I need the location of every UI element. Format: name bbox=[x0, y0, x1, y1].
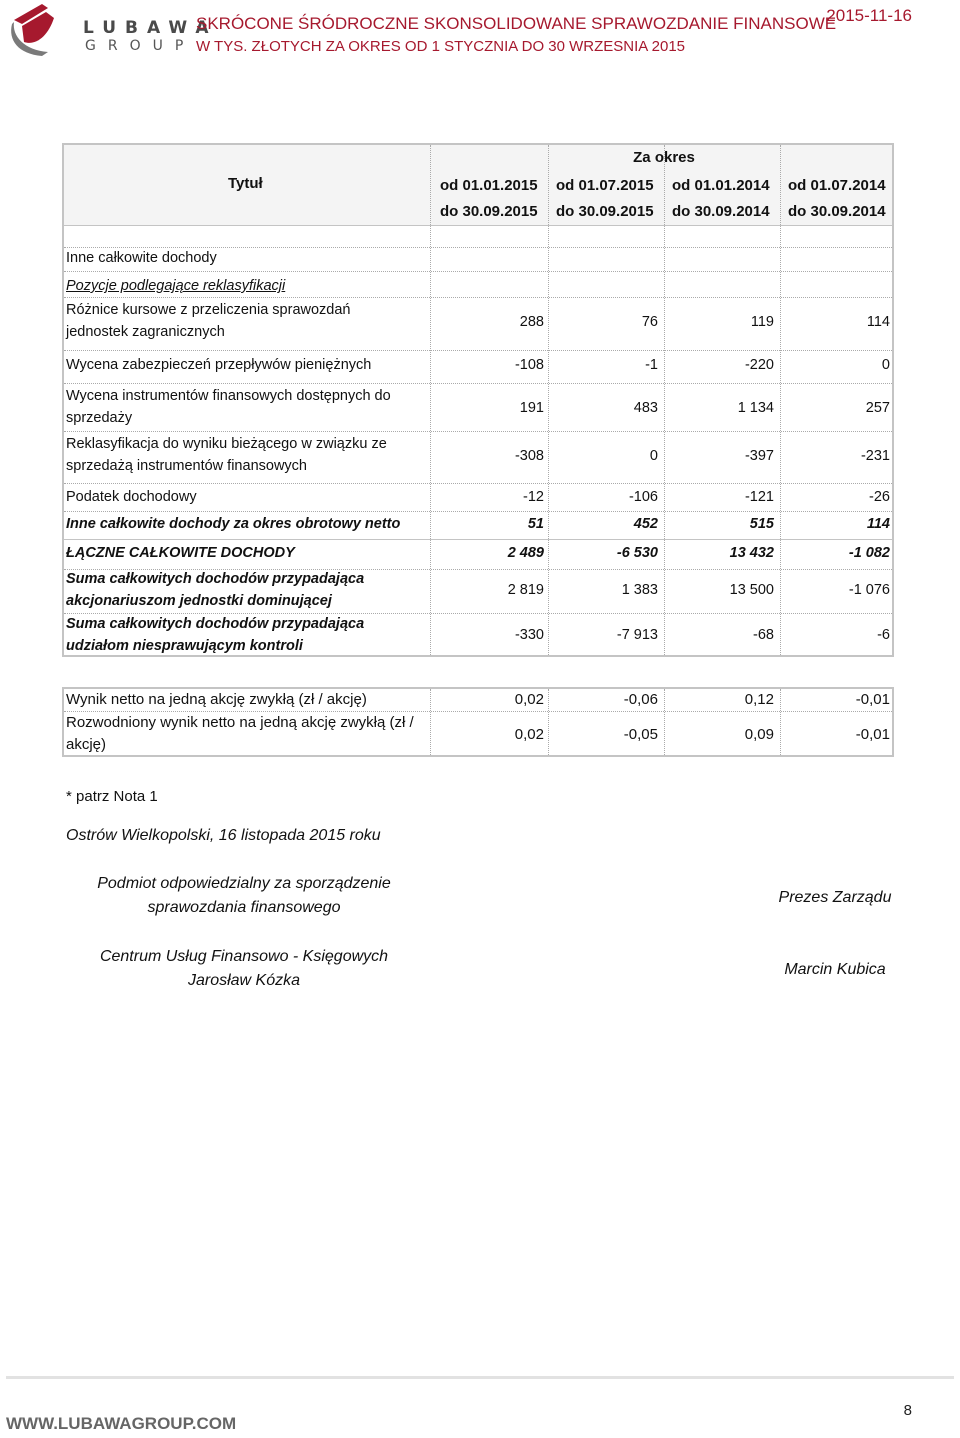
column-divider bbox=[430, 145, 431, 655]
period-header: Za okres bbox=[633, 149, 695, 166]
row-label: Wycena zabezpieczeń przepływów pieniężnych bbox=[66, 357, 372, 373]
table-cell: -0,01 bbox=[855, 726, 890, 743]
table-cell: 0,09 bbox=[744, 726, 774, 743]
table-cell: 0,02 bbox=[514, 691, 544, 708]
table-cell: 483 bbox=[633, 400, 658, 416]
row-divider bbox=[64, 483, 892, 484]
table-cell: 2 819 bbox=[507, 582, 544, 598]
table-cell: 257 bbox=[865, 400, 890, 416]
column-divider bbox=[548, 689, 549, 755]
table-cell: 288 bbox=[519, 314, 544, 330]
report-subtitle: W TYS. ZŁOTYCH ZA OKRES OD 1 STYCZNIA DO 30 WRZESNIA 2015 bbox=[196, 38, 686, 55]
column-divider bbox=[664, 145, 665, 655]
column-divider bbox=[430, 689, 431, 755]
period-1-from: od 01.01.2015 bbox=[440, 177, 538, 194]
period-1-to: do 30.09.2015 bbox=[440, 203, 538, 220]
table-cell: -1 082 bbox=[848, 545, 890, 561]
table-cell: 114 bbox=[866, 314, 890, 330]
table-cell: 2 489 bbox=[507, 545, 544, 561]
table-cell: 0,12 bbox=[744, 691, 774, 708]
table-cell: -308 bbox=[514, 448, 544, 464]
row-label: Rozwodniony wynik netto na jedną akcję zwykłą (zł / akcję) bbox=[66, 714, 414, 753]
row-divider bbox=[64, 271, 892, 272]
row-label: Wycena instrumentów finansowych dostępnych do sprzedaży bbox=[66, 388, 391, 426]
period-4-to: do 30.09.2014 bbox=[788, 203, 886, 220]
row-label: Inne całkowite dochody za okres obrotowy netto bbox=[66, 516, 401, 532]
table-cell: -6 530 bbox=[616, 545, 658, 561]
period-2-to: do 30.09.2015 bbox=[556, 203, 654, 220]
table-cell: 76 bbox=[641, 314, 658, 330]
row-divider bbox=[64, 350, 892, 351]
table-cell: -26 bbox=[869, 489, 890, 505]
signature-left-role bbox=[74, 872, 414, 920]
table-cell: 13 500 bbox=[729, 582, 774, 598]
row-label: Pozycje podlegające reklasyfikacji bbox=[66, 278, 286, 294]
row-label: Suma całkowitych dochodów przypadająca udziałom niesprawującym kontroli bbox=[66, 616, 365, 654]
report-title: SKRÓCONE ŚRÓDROCZNE SKONSOLIDOWANE SPRAWOZDANIE FINANSOWE bbox=[196, 14, 837, 33]
row-divider bbox=[64, 383, 892, 384]
total-divider bbox=[64, 539, 892, 540]
table-cell: 452 bbox=[633, 516, 658, 532]
table-cell: 1 383 bbox=[621, 582, 658, 598]
table-cell: 515 bbox=[749, 516, 774, 532]
table-cell: -7 913 bbox=[616, 627, 658, 643]
signature-left-name-line2: Jarosław Kózka bbox=[187, 972, 301, 989]
table-cell: -1 bbox=[645, 357, 658, 373]
table-cell: 0 bbox=[649, 448, 658, 464]
page-number: 8 bbox=[903, 1402, 912, 1419]
table-cell: -121 bbox=[744, 489, 774, 505]
row-label: Inne całkowite dochody bbox=[66, 250, 217, 266]
table-cell: -106 bbox=[628, 489, 658, 505]
table-cell: -68 bbox=[753, 627, 774, 643]
comprehensive-income-table bbox=[62, 143, 894, 657]
row-label: Różnice kursowe z przeliczenia sprawozdań jednostek zagranicznych bbox=[66, 302, 351, 340]
earnings-per-share-table bbox=[62, 687, 894, 757]
logo-wordmark: LUBAWA bbox=[83, 18, 218, 38]
footer-divider bbox=[6, 1376, 954, 1379]
column-divider bbox=[664, 689, 665, 755]
signature-left-role-line2: sprawozdania finansowego bbox=[147, 899, 341, 916]
table-cell: 0,02 bbox=[514, 726, 544, 743]
period-4-from: od 01.07.2014 bbox=[788, 177, 886, 194]
column-divider bbox=[780, 689, 781, 755]
table-cell: -220 bbox=[744, 357, 774, 373]
signature-left-name-line1: Centrum Usług Finansowo - Księgowych bbox=[99, 948, 389, 965]
table-cell: 51 bbox=[527, 516, 544, 532]
place-date: Ostrów Wielkopolski, 16 listopada 2015 roku bbox=[66, 827, 381, 844]
report-date: 2015-11-16 bbox=[826, 6, 912, 25]
signature-left-name bbox=[74, 945, 414, 993]
footer-website-link[interactable]: WWW.LUBAWAGROUP.COM bbox=[6, 1414, 237, 1433]
row-label: Wynik netto na jedną akcję zwykłą (zł / akcję) bbox=[66, 691, 367, 708]
period-3-to: do 30.09.2014 bbox=[672, 203, 770, 220]
row-label: Podatek dochodowy bbox=[66, 489, 197, 505]
table-cell: -0,06 bbox=[623, 691, 658, 708]
table-cell: 191 bbox=[519, 400, 544, 416]
table-cell: -397 bbox=[744, 448, 774, 464]
table-cell: 0 bbox=[881, 357, 890, 373]
table-cell: -6 bbox=[877, 627, 890, 643]
row-label: Suma całkowitych dochodów przypadająca akcjonariuszom jednostki dominującej bbox=[66, 571, 365, 609]
table-cell: 119 bbox=[750, 314, 774, 330]
company-logo bbox=[8, 2, 218, 58]
signature-left-role-line1: Podmiot odpowiedzialny za sporządzenie bbox=[97, 875, 391, 892]
logo-mark-icon bbox=[8, 2, 70, 56]
table-cell: -231 bbox=[860, 448, 890, 464]
period-2-from: od 01.07.2015 bbox=[556, 177, 654, 194]
table-cell: -0,01 bbox=[855, 691, 890, 708]
column-divider bbox=[548, 145, 549, 655]
table-cell: -1 076 bbox=[848, 582, 890, 598]
title-column-header: Tytuł bbox=[228, 175, 263, 192]
table-cell: 114 bbox=[866, 516, 890, 532]
header-divider bbox=[64, 225, 892, 226]
logo-subtext: GROUP bbox=[85, 38, 196, 54]
table-cell: -330 bbox=[514, 627, 544, 643]
row-divider bbox=[64, 511, 892, 512]
table-cell: 13 432 bbox=[729, 545, 774, 561]
column-divider bbox=[780, 145, 781, 655]
table-cell: -0,05 bbox=[623, 726, 658, 743]
row-divider bbox=[64, 431, 892, 432]
period-3-from: od 01.01.2014 bbox=[672, 177, 770, 194]
row-label: Reklasyfikacja do wyniku bieżącego w związku ze sprzedażą instrumentów finansowych bbox=[66, 436, 387, 474]
row-label: ŁĄCZNE CAŁKOWITE DOCHODY bbox=[66, 545, 295, 561]
row-divider bbox=[64, 297, 892, 298]
table-cell: 1 134 bbox=[737, 400, 774, 416]
signature-right-role: Prezes Zarządu bbox=[778, 889, 892, 906]
table-cell: -12 bbox=[523, 489, 544, 505]
table-cell: -108 bbox=[514, 357, 544, 373]
signature-right-name: Marcin Kubica bbox=[784, 961, 886, 978]
footnote: * patrz Nota 1 bbox=[66, 788, 158, 805]
